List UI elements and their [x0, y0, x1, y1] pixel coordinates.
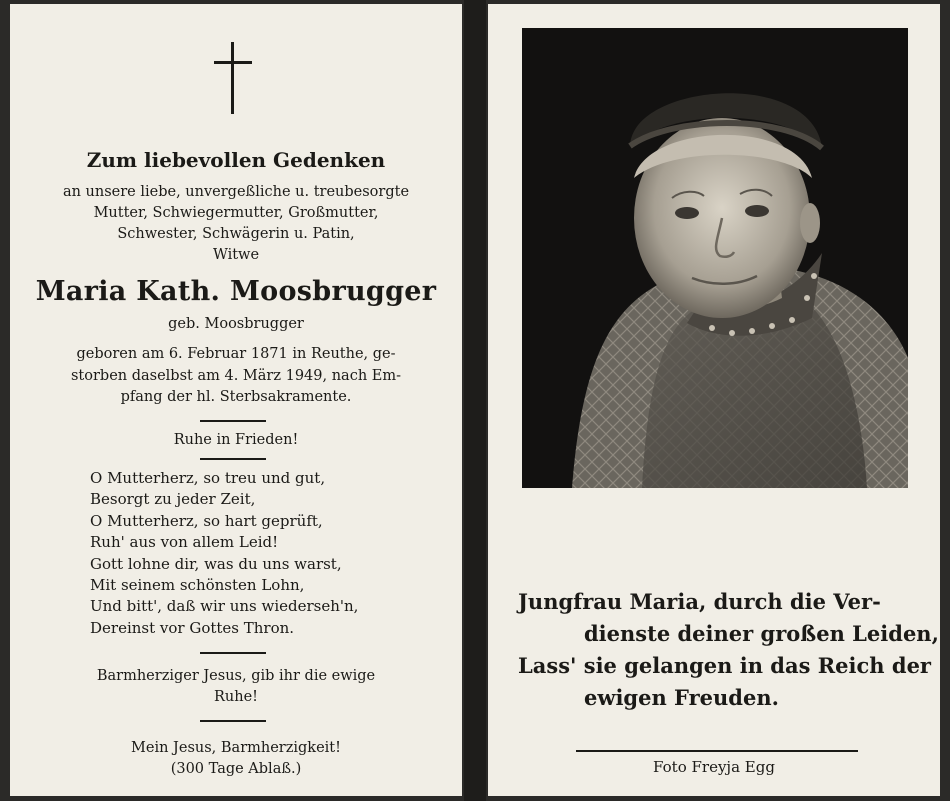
intro-text: [10, 182, 462, 266]
closing-line: (300 Tage Ablaß.): [170, 761, 302, 777]
poem-line: Und bitt', daß wir uns wiederseh'n,: [90, 597, 359, 616]
cross-icon: [231, 42, 234, 114]
poem-line: Besorgt zu jeder Zeit,: [90, 490, 256, 509]
poem-line: Ruh' aus von allem Leid!: [90, 533, 279, 552]
memorial-photo-card: [488, 4, 940, 796]
life-line: storben daselbst am 4. März 1949, nach Em-: [70, 367, 401, 384]
memorial-heading: Zum liebevollen Gedenken: [86, 148, 386, 172]
prayer-line: ewigen Freuden.: [584, 685, 779, 710]
life-line: geboren am 6. Februar 1871 in Reuthe, ge-: [76, 346, 396, 362]
prayer-line: Barmherziger Jesus, gib ihr die ewige: [96, 668, 376, 684]
poem-line: Gott lohne dir, was du uns warst,: [90, 554, 342, 573]
divider: [200, 458, 266, 460]
prayer-line: Ruhe!: [213, 689, 258, 705]
poem-line: O Mutterherz, so hart geprüft,: [90, 511, 323, 530]
deceased-name: Maria Kath. Moosbrugger: [35, 276, 437, 307]
intro-line: an unsere liebe, unvergeßliche u. treubesorgte: [62, 184, 410, 200]
life-line: pfang der hl. Sterbsakramente.: [120, 389, 352, 405]
card-fold-gutter: [464, 0, 486, 801]
poem-line: O Mutterherz, so treu und gut,: [90, 469, 326, 487]
intro-line: Schwester, Schwägerin u. Patin,: [117, 226, 355, 242]
rest-in-peace: Ruhe in Frieden!: [173, 432, 299, 448]
portrait-illustration: [522, 28, 908, 488]
photo-credit: Foto Freyja Egg: [653, 758, 775, 776]
prayer-line: Lass' sie gelangen in das Reich der: [518, 653, 931, 678]
credit-divider: [576, 750, 858, 752]
marian-prayer: [518, 586, 939, 714]
prayer-text: [10, 666, 462, 708]
portrait-photo: [522, 28, 908, 488]
divider: [200, 420, 266, 422]
poem-line: Dereinst vor Gottes Thron.: [90, 618, 295, 637]
cross-icon-bar: [214, 61, 252, 64]
maiden-name: geb. Moosbrugger: [168, 316, 304, 332]
life-dates-text: [10, 344, 462, 409]
intro-line: Mutter, Schwiegermutter, Großmutter,: [93, 205, 379, 221]
prayer-line: Jungfrau Maria, durch die Ver-: [518, 589, 881, 614]
memorial-poem: [90, 468, 358, 639]
prayer-line: dienste deiner großen Leiden,: [584, 621, 939, 646]
intro-line: Witwe: [212, 247, 260, 263]
poem-line: Mit seinem schönsten Lohn,: [90, 576, 305, 595]
memorial-text-card: [10, 4, 462, 796]
divider: [200, 652, 266, 654]
closing-line: Mein Jesus, Barmherzigkeit!: [131, 740, 341, 756]
divider: [200, 720, 266, 722]
closing-text: [10, 738, 462, 780]
